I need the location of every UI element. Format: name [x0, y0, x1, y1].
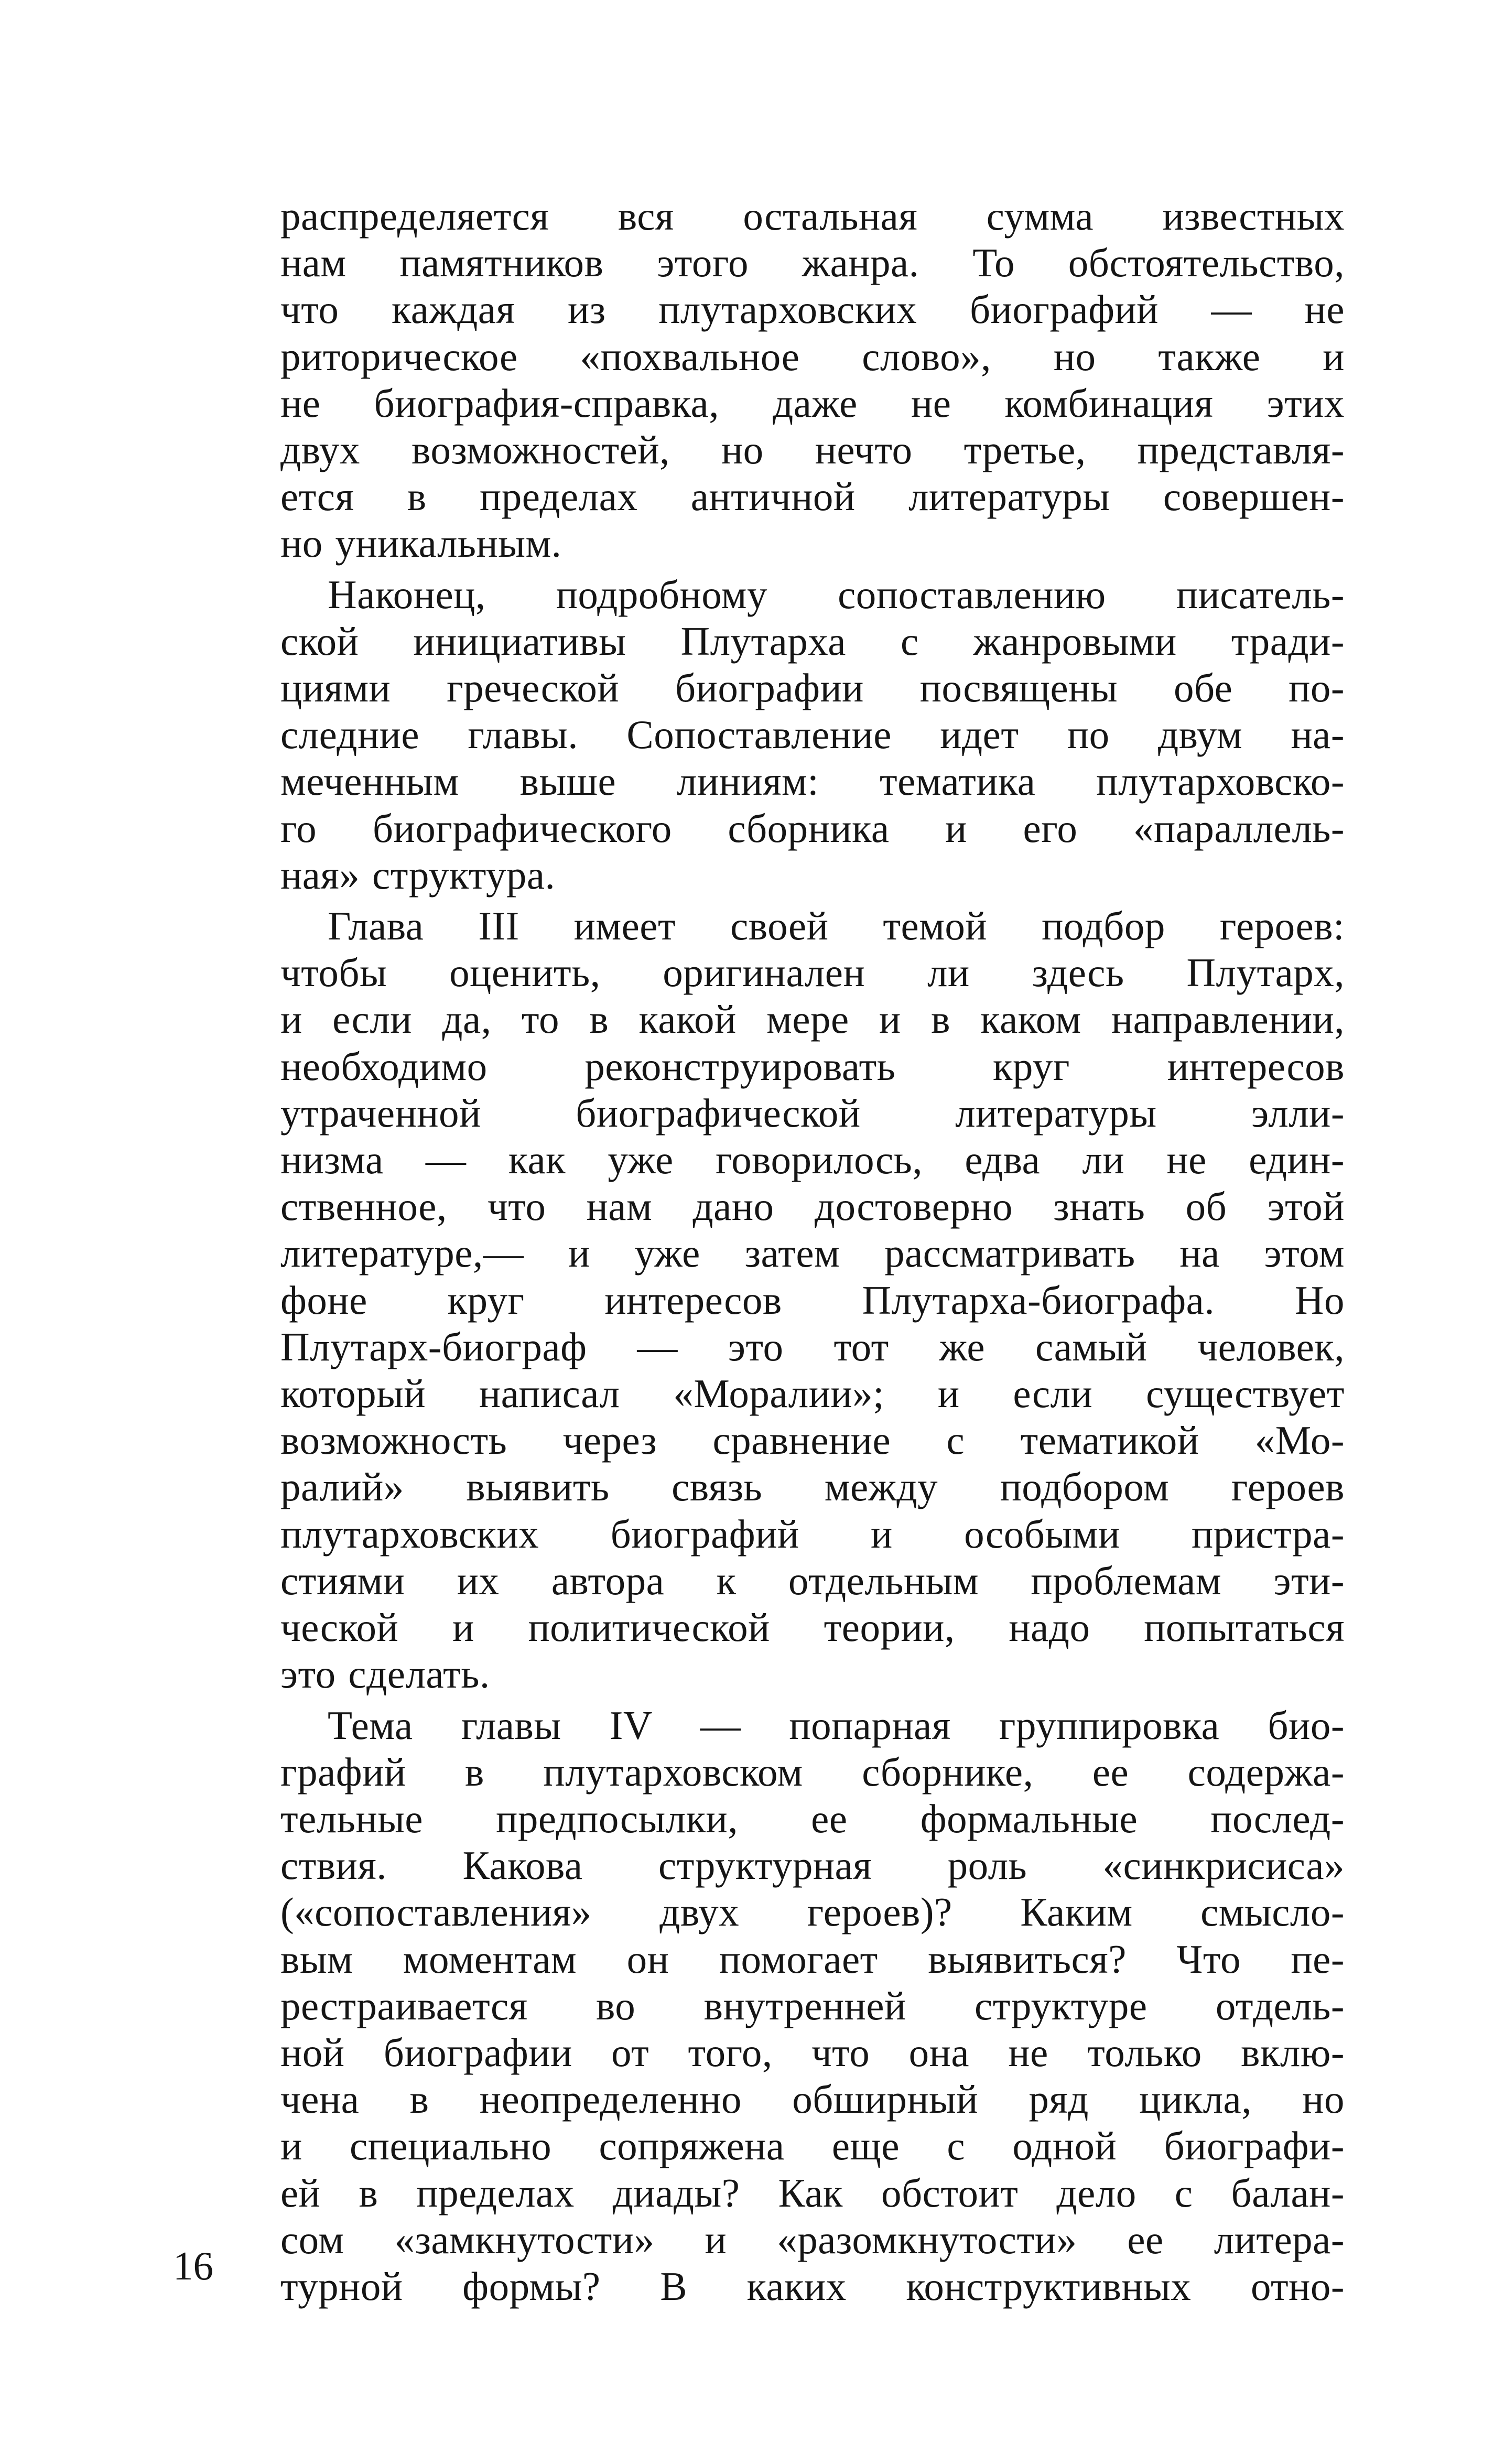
text-line: и специально сопряжена еще с одной биографи-	[280, 2123, 1345, 2169]
paragraph-3	[280, 903, 1345, 1698]
text-line: ной биографии от того, что она не только вклю-	[280, 2029, 1345, 2075]
text-line: Тема главы IV — попарная группировка био-	[328, 1702, 1345, 1748]
text-line: необходимо реконструировать круг интересов	[280, 1043, 1345, 1089]
text-line: не биография-справка, даже не комбинация этих	[280, 380, 1345, 426]
text-line: ется в пределах античной литературы совершен-	[280, 474, 1345, 520]
text-line: вым моментам он помогает выявиться? Что пе-	[280, 1936, 1345, 1982]
text-line: который написал «Моралии»; и если существует	[280, 1371, 1345, 1417]
page-number: 16	[173, 2243, 213, 2288]
text-line: это сделать.	[280, 1651, 490, 1697]
text-line: ческой и политической теории, надо попытаться	[280, 1605, 1345, 1650]
text-line: стиями их автора к отдельным проблемам эти-	[280, 1558, 1345, 1603]
text-line: турной формы? В каких конструктивных отно-	[280, 2263, 1345, 2309]
text-line: («сопоставления» двух героев)? Каким смысло-	[280, 1889, 1345, 1935]
text-line: чена в неопределенно обширный ряд цикла, но	[280, 2077, 1345, 2122]
text-line: следние главы. Сопоставление идет по двум на-	[280, 712, 1345, 758]
text-line: циями греческой биографии посвящены обе по-	[280, 665, 1345, 711]
text-line: возможность через сравнение с тематикой «Мо-	[280, 1418, 1345, 1463]
text-line: ствия. Какова структурная роль «синкрисиса»	[280, 1843, 1345, 1888]
text-line: распределяется вся остальная сумма известных	[280, 193, 1345, 239]
text-line: сом «замкнутости» и «разомкнутости» ее литера-	[280, 2217, 1345, 2262]
text-line: низма — как уже говорилось, едва ли не един-	[280, 1137, 1345, 1183]
text-line: ей в пределах диады? Как обстоит дело с балан-	[280, 2170, 1345, 2216]
text-line: Глава III имеет своей темой подбор героев:	[328, 903, 1345, 949]
text-line: Плутарх-биограф — это тот же самый человек,	[280, 1324, 1345, 1369]
text-line: рестраивается во внутренней структуре отдель-	[280, 1983, 1345, 2028]
text-line: графий в плутарховском сборнике, ее содержа-	[280, 1749, 1345, 1795]
text-line: что каждая из плутарховских биографий — не	[280, 287, 1345, 332]
text-line: чтобы оценить, оригинален ли здесь Плутарх,	[280, 950, 1345, 996]
text-line: ской инициативы Плутарха с жанровыми тради-	[280, 618, 1345, 664]
text-line: ралий» выявить связь между подбором героев	[280, 1464, 1345, 1510]
paragraph-4	[280, 1702, 1345, 2310]
text-line: плутарховских биографий и особыми пристра-	[280, 1511, 1345, 1557]
text-line: фоне круг интересов Плутарха-биографа. Но	[280, 1277, 1345, 1323]
text-line: двух возможностей, но нечто третье, представля-	[280, 427, 1345, 473]
paragraph-2	[280, 571, 1345, 899]
text-line: тельные предпосылки, ее формальные послед-	[280, 1796, 1345, 1841]
text-line: ная» структура.	[280, 852, 556, 898]
text-line: и если да, то в какой мере и в каком направлении,	[280, 997, 1345, 1042]
text-line: ственное, что нам дано достоверно знать об этой	[280, 1184, 1345, 1229]
text-line: меченным выше линиям: тематика плутарховско-	[280, 759, 1345, 804]
paragraph-1	[280, 193, 1345, 567]
text-line: Наконец, подробному сопоставлению писатель-	[328, 571, 1345, 617]
text-line: риторическое «похвальное слово», но также и	[280, 333, 1345, 379]
text-line: но уникальным.	[280, 521, 562, 566]
text-line: литературе,— и уже затем рассматривать на этом	[280, 1230, 1345, 1276]
text-line: нам памятников этого жанра. То обстоятельство,	[280, 240, 1345, 286]
text-line: утраченной биографической литературы элли-	[280, 1090, 1345, 1136]
text-line: го биографического сборника и его «параллель-	[280, 805, 1345, 851]
body-text	[280, 193, 1345, 2310]
